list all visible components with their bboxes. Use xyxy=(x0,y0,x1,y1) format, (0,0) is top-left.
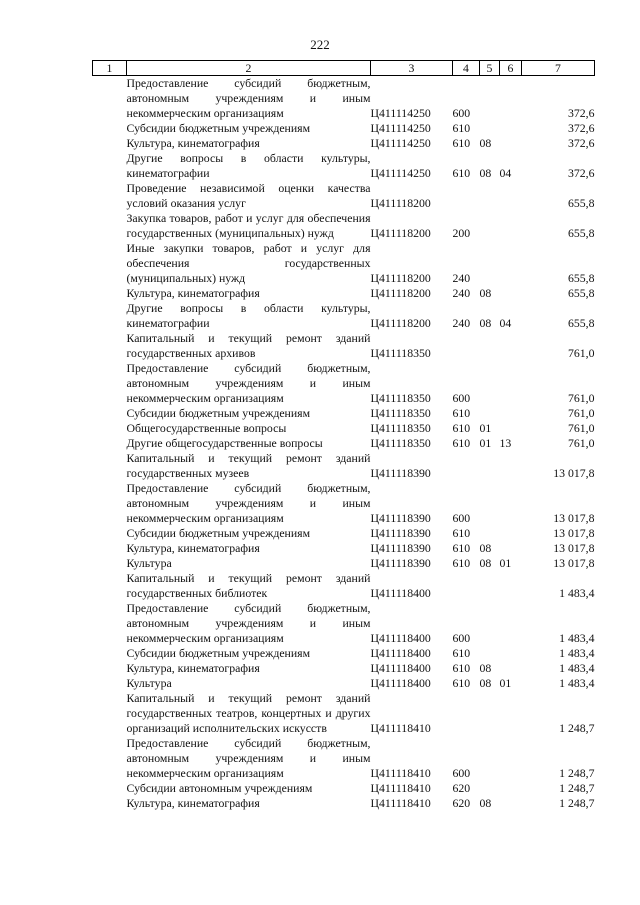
target-code-cell: Ц411118200 xyxy=(370,196,431,210)
expense-type-cell: 610 xyxy=(452,421,471,435)
expense-type-cell: 600 xyxy=(452,391,471,405)
expense-type-cell: 610 xyxy=(452,541,471,555)
row-number-cell xyxy=(93,571,127,601)
page-number: 222 xyxy=(310,37,330,52)
section-cell xyxy=(480,406,500,421)
section-cell: 08 xyxy=(479,796,492,810)
subsection-cell xyxy=(500,451,522,481)
section-cell xyxy=(480,691,500,736)
expense-type-cell: 600 xyxy=(452,511,471,525)
amount-cell: 1 483,4 xyxy=(559,646,595,660)
section-cell xyxy=(480,121,500,136)
amount-cell: 372,6 xyxy=(567,106,595,120)
subsection-cell xyxy=(500,526,522,541)
table-row xyxy=(93,481,595,526)
amount-cell: 13 017,8 xyxy=(553,526,595,540)
subsection-cell: 04 xyxy=(499,166,512,180)
target-code-cell: Ц411118200 xyxy=(370,271,431,285)
row-number-cell xyxy=(93,796,127,811)
item-name-cell: Общегосударственные вопросы xyxy=(126,421,287,435)
section-cell xyxy=(480,481,500,526)
item-name-cell: Капитальный и текущий ремонт зданий государственных архивов xyxy=(126,331,371,360)
table-row xyxy=(93,796,595,811)
item-name-cell: Предоставление субсидий бюджетным, автономным учреждениям и иным некоммерческим организациям xyxy=(126,736,371,780)
amount-cell: 1 248,7 xyxy=(559,721,595,735)
table-row xyxy=(93,286,595,301)
row-number-cell xyxy=(93,481,127,526)
item-name-cell: Культура, кинематография xyxy=(126,541,260,555)
amount-cell: 372,6 xyxy=(567,166,595,180)
table-row xyxy=(93,781,595,796)
table-row xyxy=(93,646,595,661)
item-name-cell: Субсидии бюджетным учреждениям xyxy=(126,121,311,135)
item-name-cell: Предоставление субсидий бюджетным, автономным учреждениям и иным некоммерческим организациям xyxy=(126,361,371,405)
row-number-cell xyxy=(93,121,127,136)
expense-type-cell: 610 xyxy=(452,646,471,660)
row-number-cell xyxy=(93,556,127,571)
section-cell xyxy=(480,211,500,241)
subsection-cell xyxy=(500,211,522,241)
item-name-cell: Другие вопросы в области культуры, кинематографии xyxy=(126,301,371,330)
section-cell: 08 xyxy=(479,136,492,150)
amount-cell: 655,8 xyxy=(567,286,595,300)
budget-table-body xyxy=(93,76,595,812)
table-row xyxy=(93,211,595,241)
item-name-cell: Капитальный и текущий ремонт зданий государственных библиотек xyxy=(126,571,371,600)
section-cell xyxy=(480,781,500,796)
item-name-cell: Закупка товаров, работ и услуг для обеспечения государственных (муниципальных) нужд xyxy=(126,211,371,240)
subsection-cell xyxy=(500,796,522,811)
amount-cell: 372,6 xyxy=(567,136,595,150)
section-cell xyxy=(480,181,500,211)
table-row xyxy=(93,601,595,646)
target-code-cell: Ц411118350 xyxy=(370,346,431,360)
table-row xyxy=(93,121,595,136)
target-code-cell: Ц411114250 xyxy=(370,106,431,120)
subsection-cell xyxy=(500,601,522,646)
row-number-cell xyxy=(93,151,127,181)
target-code-cell: Ц411118410 xyxy=(370,721,431,735)
section-cell: 01 xyxy=(479,421,492,435)
subsection-cell xyxy=(500,481,522,526)
row-number-cell xyxy=(93,286,127,301)
table-row xyxy=(93,676,595,691)
table-row xyxy=(93,691,595,736)
row-number-cell xyxy=(93,451,127,481)
subsection-cell xyxy=(500,736,522,781)
row-number-cell xyxy=(93,541,127,556)
target-code-cell: Ц411118200 xyxy=(370,286,431,300)
row-number-cell xyxy=(93,661,127,676)
target-code-cell: Ц411118350 xyxy=(370,391,431,405)
row-number-cell xyxy=(93,421,127,436)
expense-type-cell: 240 xyxy=(452,316,471,330)
amount-cell: 372,6 xyxy=(567,121,595,135)
item-name-cell: Предоставление субсидий бюджетным, автономным учреждениям и иным некоммерческим организациям xyxy=(126,481,371,525)
target-code-cell: Ц411118350 xyxy=(370,421,431,435)
amount-cell: 761,0 xyxy=(567,346,595,360)
amount-cell: 1 248,7 xyxy=(559,796,595,810)
subsection-cell xyxy=(500,76,522,122)
section-cell xyxy=(480,361,500,406)
target-code-cell: Ц411118410 xyxy=(370,796,431,810)
section-cell: 08 xyxy=(479,676,492,690)
amount-cell: 1 483,4 xyxy=(559,631,595,645)
expense-type-cell: 600 xyxy=(452,106,471,120)
item-name-cell: Культура, кинематография xyxy=(126,796,260,810)
subsection-cell xyxy=(500,121,522,136)
row-number-cell xyxy=(93,211,127,241)
table-row xyxy=(93,421,595,436)
subsection-cell xyxy=(500,406,522,421)
subsection-cell xyxy=(500,181,522,211)
table-row xyxy=(93,436,595,451)
item-name-cell: Капитальный и текущий ремонт зданий государственных музеев xyxy=(126,451,371,480)
subsection-cell xyxy=(500,541,522,556)
subsection-cell xyxy=(500,691,522,736)
section-cell xyxy=(480,331,500,361)
row-number-cell xyxy=(93,301,127,331)
amount-cell: 13 017,8 xyxy=(553,511,595,525)
expense-type-cell: 600 xyxy=(452,631,471,645)
expense-type-cell: 240 xyxy=(452,271,471,285)
row-number-cell xyxy=(93,181,127,211)
table-row xyxy=(93,571,595,601)
row-number-cell xyxy=(93,136,127,151)
budget-table xyxy=(92,60,595,811)
row-number-cell xyxy=(93,331,127,361)
row-number-cell xyxy=(93,76,127,122)
subsection-cell xyxy=(500,241,522,286)
subsection-cell xyxy=(500,331,522,361)
column-number-header: 5 xyxy=(480,61,500,76)
amount-cell: 1 483,4 xyxy=(559,676,595,690)
item-name-cell: Культура, кинематография xyxy=(126,286,260,300)
amount-cell: 1 483,4 xyxy=(559,586,595,600)
table-row xyxy=(93,361,595,406)
section-cell: 08 xyxy=(479,556,492,570)
item-name-cell: Субсидии бюджетным учреждениям xyxy=(126,526,311,540)
row-number-cell xyxy=(93,526,127,541)
expense-type-cell xyxy=(453,451,480,481)
amount-cell: 1 248,7 xyxy=(559,766,595,780)
amount-cell: 761,0 xyxy=(567,406,595,420)
table-row xyxy=(93,406,595,421)
target-code-cell: Ц411118400 xyxy=(370,631,431,645)
column-number-header: 7 xyxy=(522,61,595,76)
table-row xyxy=(93,556,595,571)
section-cell: 08 xyxy=(479,316,492,330)
expense-type-cell xyxy=(453,571,480,601)
table-row xyxy=(93,136,595,151)
target-code-cell: Ц411118400 xyxy=(370,676,431,690)
amount-cell: 761,0 xyxy=(567,436,595,450)
target-code-cell: Ц411118400 xyxy=(370,661,431,675)
expense-type-cell: 620 xyxy=(452,781,471,795)
row-number-cell xyxy=(93,736,127,781)
subsection-cell xyxy=(500,571,522,601)
row-number-cell xyxy=(93,646,127,661)
subsection-cell xyxy=(500,286,522,301)
expense-type-cell: 240 xyxy=(452,286,471,300)
row-number-cell xyxy=(93,436,127,451)
table-row xyxy=(93,181,595,211)
expense-type-cell: 610 xyxy=(452,406,471,420)
item-name-cell: Культура, кинематография xyxy=(126,136,260,150)
expense-type-cell: 610 xyxy=(452,661,471,675)
column-number-header: 2 xyxy=(127,61,371,76)
expense-type-cell: 610 xyxy=(452,166,471,180)
table-row xyxy=(93,241,595,286)
column-number-header: 3 xyxy=(371,61,453,76)
target-code-cell: Ц411114250 xyxy=(370,136,431,150)
table-row xyxy=(93,541,595,556)
expense-type-cell: 200 xyxy=(452,226,471,240)
expense-type-cell xyxy=(453,691,480,736)
section-cell xyxy=(480,451,500,481)
subsection-cell xyxy=(500,661,522,676)
table-row xyxy=(93,526,595,541)
section-cell xyxy=(480,571,500,601)
table-row xyxy=(93,301,595,331)
item-name-cell: Субсидии бюджетным учреждениям xyxy=(126,646,311,660)
row-number-cell xyxy=(93,361,127,406)
subsection-cell: 01 xyxy=(499,556,512,570)
row-number-cell xyxy=(93,241,127,286)
target-code-cell: Ц411118400 xyxy=(370,646,431,660)
target-code-cell: Ц411118410 xyxy=(370,781,431,795)
subsection-cell xyxy=(500,781,522,796)
section-cell xyxy=(480,646,500,661)
target-code-cell: Ц411118390 xyxy=(370,526,431,540)
item-name-cell: Другие вопросы в области культуры, кинематографии xyxy=(126,151,371,180)
target-code-cell: Ц411118200 xyxy=(370,226,431,240)
item-name-cell: Другие общегосударственные вопросы xyxy=(126,436,323,450)
subsection-cell xyxy=(500,136,522,151)
target-code-cell: Ц411118350 xyxy=(370,436,431,450)
subsection-cell: 13 xyxy=(499,436,512,450)
amount-cell: 1 248,7 xyxy=(559,781,595,795)
item-name-cell: Культура xyxy=(126,556,172,570)
target-code-cell: Ц411118390 xyxy=(370,541,431,555)
amount-cell: 13 017,8 xyxy=(553,466,595,480)
amount-cell: 761,0 xyxy=(567,421,595,435)
item-name-cell: Предоставление субсидий бюджетным, автономным учреждениям и иным некоммерческим организациям xyxy=(126,601,371,645)
subsection-cell xyxy=(500,421,522,436)
item-name-cell: Культура, кинематография xyxy=(126,661,260,675)
item-name-cell: Субсидии бюджетным учреждениям xyxy=(126,406,311,420)
amount-cell: 655,8 xyxy=(567,196,595,210)
section-cell xyxy=(480,736,500,781)
section-cell: 01 xyxy=(479,436,492,450)
target-code-cell: Ц411118200 xyxy=(370,316,431,330)
target-code-cell: Ц411114250 xyxy=(370,121,431,135)
row-number-cell xyxy=(93,601,127,646)
target-code-cell: Ц411118410 xyxy=(370,766,431,780)
section-cell xyxy=(480,526,500,541)
subsection-cell xyxy=(500,361,522,406)
row-number-cell xyxy=(93,691,127,736)
target-code-cell: Ц411118390 xyxy=(370,511,431,525)
row-number-cell xyxy=(93,406,127,421)
expense-type-cell: 610 xyxy=(452,526,471,540)
item-name-cell: Культура xyxy=(126,676,172,690)
expense-type-cell: 600 xyxy=(452,766,471,780)
table-row xyxy=(93,661,595,676)
expense-type-cell: 610 xyxy=(452,556,471,570)
section-cell: 08 xyxy=(479,661,492,675)
row-number-cell xyxy=(93,781,127,796)
subsection-cell xyxy=(500,646,522,661)
column-number-header: 1 xyxy=(93,61,127,76)
subsection-cell: 04 xyxy=(499,316,512,330)
table-row xyxy=(93,76,595,122)
item-name-cell: Предоставление субсидий бюджетным, автономным учреждениям и иным некоммерческим организациям xyxy=(126,76,371,120)
item-name-cell: Проведение независимой оценки качества условий оказания услуг xyxy=(126,181,371,210)
expense-type-cell: 610 xyxy=(452,121,471,135)
section-cell: 08 xyxy=(479,541,492,555)
expense-type-cell: 610 xyxy=(452,136,471,150)
subsection-cell: 01 xyxy=(499,676,512,690)
expense-type-cell xyxy=(453,181,480,211)
target-code-cell: Ц411118350 xyxy=(370,406,431,420)
section-cell xyxy=(480,601,500,646)
item-name-cell: Субсидии автономным учреждениям xyxy=(126,781,313,795)
amount-cell: 655,8 xyxy=(567,316,595,330)
item-name-cell: Капитальный и текущий ремонт зданий государственных театров, концертных и других организаций исполнительских искусств xyxy=(126,691,371,735)
amount-cell: 655,8 xyxy=(567,226,595,240)
column-number-header: 6 xyxy=(500,61,522,76)
expense-type-cell: 620 xyxy=(452,796,471,810)
column-number-row xyxy=(93,61,595,76)
column-number-header: 4 xyxy=(453,61,480,76)
section-cell: 08 xyxy=(479,286,492,300)
amount-cell: 761,0 xyxy=(567,391,595,405)
table-row xyxy=(93,451,595,481)
section-cell xyxy=(480,241,500,286)
row-number-cell xyxy=(93,676,127,691)
table-row xyxy=(93,151,595,181)
expense-type-cell: 610 xyxy=(452,676,471,690)
target-code-cell: Ц411118390 xyxy=(370,556,431,570)
amount-cell: 1 483,4 xyxy=(559,661,595,675)
expense-type-cell xyxy=(453,331,480,361)
table-row xyxy=(93,331,595,361)
amount-cell: 655,8 xyxy=(567,271,595,285)
section-cell xyxy=(480,76,500,122)
amount-cell: 13 017,8 xyxy=(553,541,595,555)
target-code-cell: Ц411118390 xyxy=(370,466,431,480)
amount-cell: 13 017,8 xyxy=(553,556,595,570)
expense-type-cell: 610 xyxy=(452,436,471,450)
section-cell: 08 xyxy=(479,166,492,180)
target-code-cell: Ц411118400 xyxy=(370,586,431,600)
target-code-cell: Ц411114250 xyxy=(370,166,431,180)
item-name-cell: Иные закупки товаров, работ и услуг для обеспечения государственных (муниципальных) нужд xyxy=(126,241,371,285)
table-row xyxy=(93,736,595,781)
